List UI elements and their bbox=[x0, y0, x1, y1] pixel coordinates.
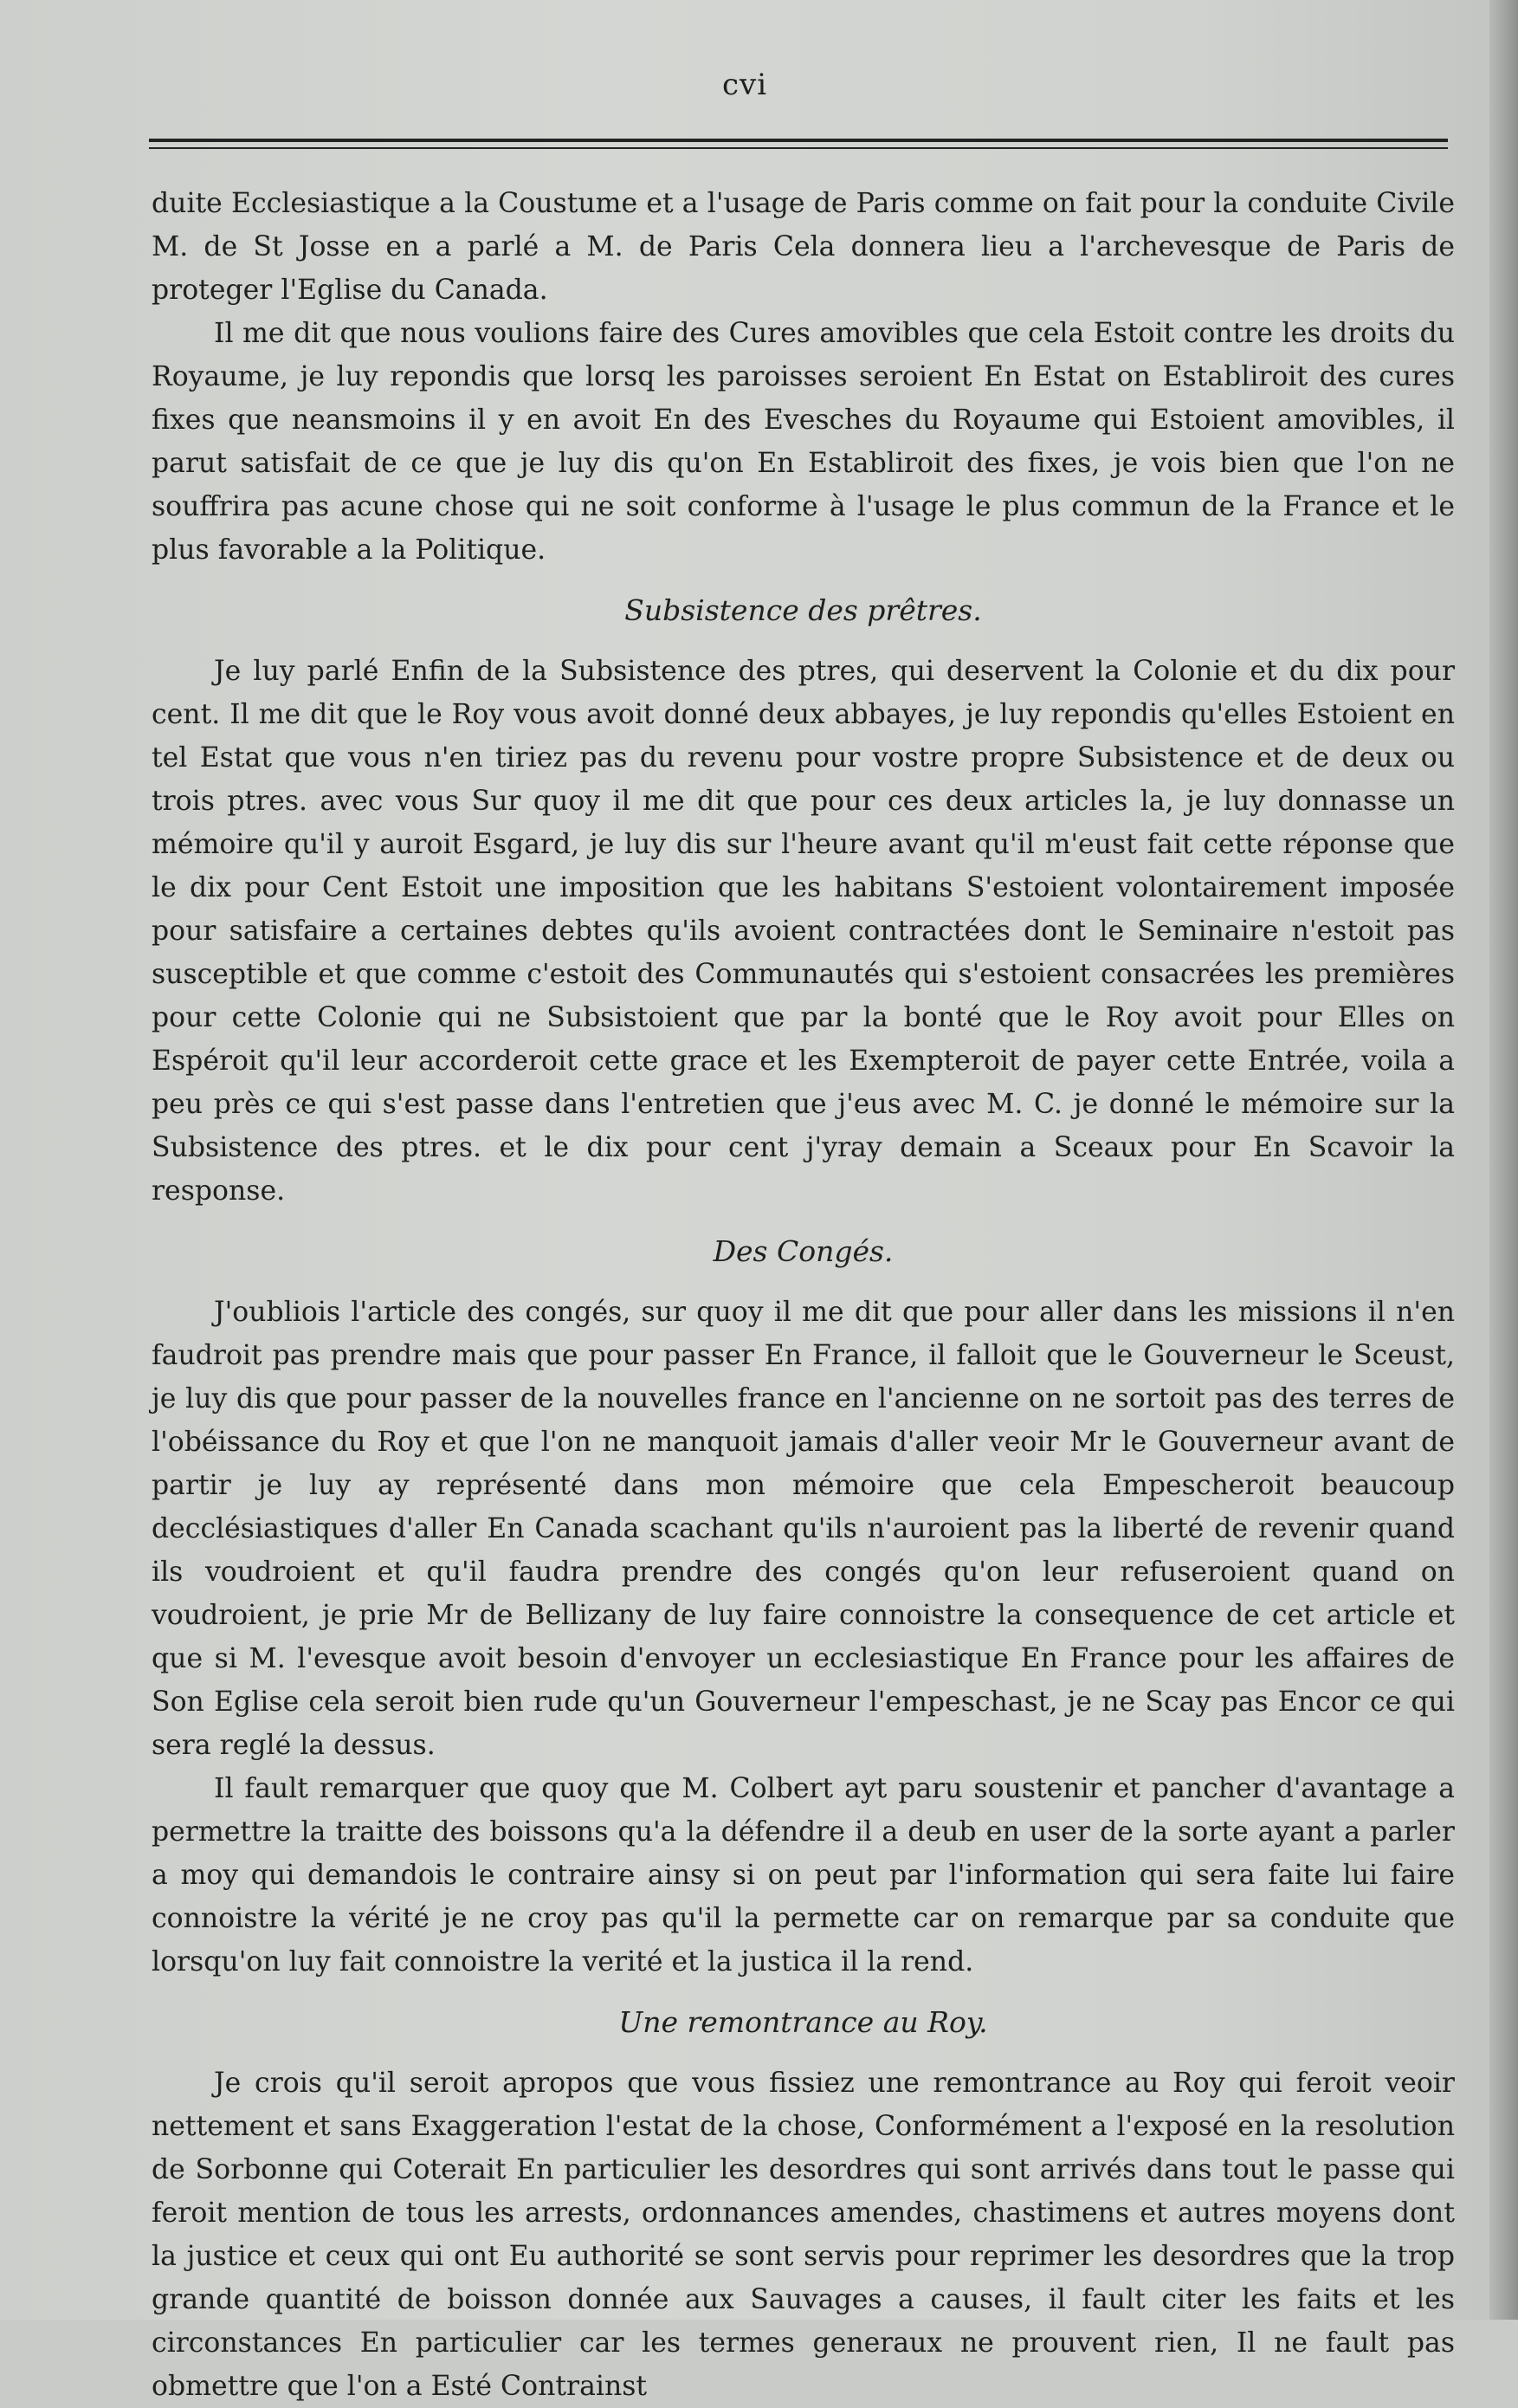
paragraph-conges: J'oubliois l'article des congés, sur quoy il me dit que pour aller dans les missions il n'en faudroit pas prendre mais que pour passer En France, il falloit que le Gouverneur le Sceust, je luy dis que pour passer de la nouvelles france en l'ancienne on ne sortoit pas des terres de l'obéissance du Roy et que l'on ne manquoit jamais d'aller veoir Mr le Gouverneur avant de partir je luy ay représenté dans mon mémoire que cela Empescheroit beaucoup decclésiastiques d'aller En Canada scachant qu'ils n'auroient pas la liberté de revenir quand ils voudroient et qu'il faudra prendre des congés qu'on leur refuseroient quand on voudroient, je prie Mr de Bellizany de luy faire connoistre la consequence de cet article et que si M. l'evesque avoit besoin d'envoyer un ecclesiastique En France pour les affaires de Son Eglise cela seroit bien rude qu'un Gouverneur l'empeschast, je ne Scay pas Encor ce qui sera reglé la dessus. bbox=[152, 1297, 1455, 1761]
paragraph-colbert: Il fault remarquer que quoy que M. Colbert ayt paru soustenir et pancher d'avantage a permettre la traitte des boissons qu'a la défendre il a deub en user de la sorte ayant a parler a moy qui demandois le contraire ainsy si on peut par l'information qui sera faite lui faire connoistre la vérité je ne croy pas qu'il la permette car on remarque par sa conduite que lorsqu'on luy fait connoistre la verité et la justica il la rend. bbox=[152, 1773, 1455, 1978]
section-heading-remontrance: Une remontrance au Roy. bbox=[618, 2005, 988, 2039]
section-heading-subsistence: Subsistence des prêtres. bbox=[624, 593, 982, 627]
header-rule bbox=[149, 139, 1448, 142]
paragraph-subsistence: Je luy parlé Enfin de la Subsistence des ptres, qui deservent la Colonie et du dix pour cent. Il me dit que le Roy vous avoit donné deux abbayes, je luy repondis qu'elles Estoient en tel Estat que vous n'en tiriez pas du revenu pour vostre propre Subsistence et de deux ou trois ptres. avec vous Sur quoy il me dit que pour ces deux articles la, je luy donnasse un mémoire qu'il y auroit Esgard, je luy dis sur l'heure avant qu'il m'eust fait cette réponse que le dix pour Cent Estoit une imposition que les habitans S'estoient volontairement imposée pour satisfaire a certaines debtes qu'ils avoient contractées dont le Seminaire n'estoit pas susceptible et que comme c'estoit des Communautés qui s'estoient consacrées les premières pour cette Colonie qui ne Subsistoient que par la bonté que le Roy avoit pour Elles on Espéroit qu'il leur accorderoit cette grace et les Exempteroit de payer cette Entrée, voila a peu près ce qui s'est passe dans l'entretien que j'eus avec M. C. je donné le mémoire sur la Subsistence des ptres. et le dix pour cent j'yray demain a Sceaux pour En Scavoir la response. bbox=[152, 656, 1455, 1207]
header-rule-secondary bbox=[149, 147, 1448, 149]
paragraph-cures-amovibles: Il me dit que nous voulions faire des Cures amovibles que cela Estoit contre les droits du Royaume, je luy repondis que lorsq les paroisses seroient En Estat on Establiroit des cures fixes que neansmoins il y en avoit En des Evesches du Royaume qui Estoient amovibles, il parut satisfait de ce que je luy dis qu'on En Establiroit des fixes, je vois bien que l'on ne souffrira pas acune chose qui ne soit conforme à l'usage le plus commun de la France et le plus favorable a la Politique. bbox=[152, 318, 1455, 566]
page-number: cvi bbox=[721, 68, 768, 102]
paragraph-remontrance: Je crois qu'il seroit apropos que vous fissiez une remontrance au Roy qui feroit veoir nettement et sans Exaggeration l'estat de la chose, Conformément a l'exposé en la resolution de Sorbonne qui Coterait En particulier les desordres qui sont arrivés dans tout le passe qui feroit mention de tous les arrests, ordonnances amendes, chastimens et autres moyens dont la justice et ceux qui ont Eu authorité se sont servis pour reprimer les desordres que la trop grande quantité de boisson donnée aux Sauvages a causes, il fault citer les faits et les circonstances En particulier car les termes generaux ne prouvent rien, Il ne fault pas obmettre que l'on a Esté Contrainst bbox=[152, 2068, 1455, 2402]
section-heading-conges: Des Congés. bbox=[713, 1234, 894, 1268]
page-edge-shadow bbox=[1489, 0, 1518, 2320]
body-text bbox=[152, 182, 1455, 2408]
paragraph-continued: duite Ecclesiastique a la Coustume et a l'usage de Paris comme on fait pour la conduite Civile M. de St Josse en a parlé a M. de Paris Cela donnera lieu a l'archevesque de Paris de proteger l'Eglise du Canada. bbox=[152, 188, 1455, 306]
